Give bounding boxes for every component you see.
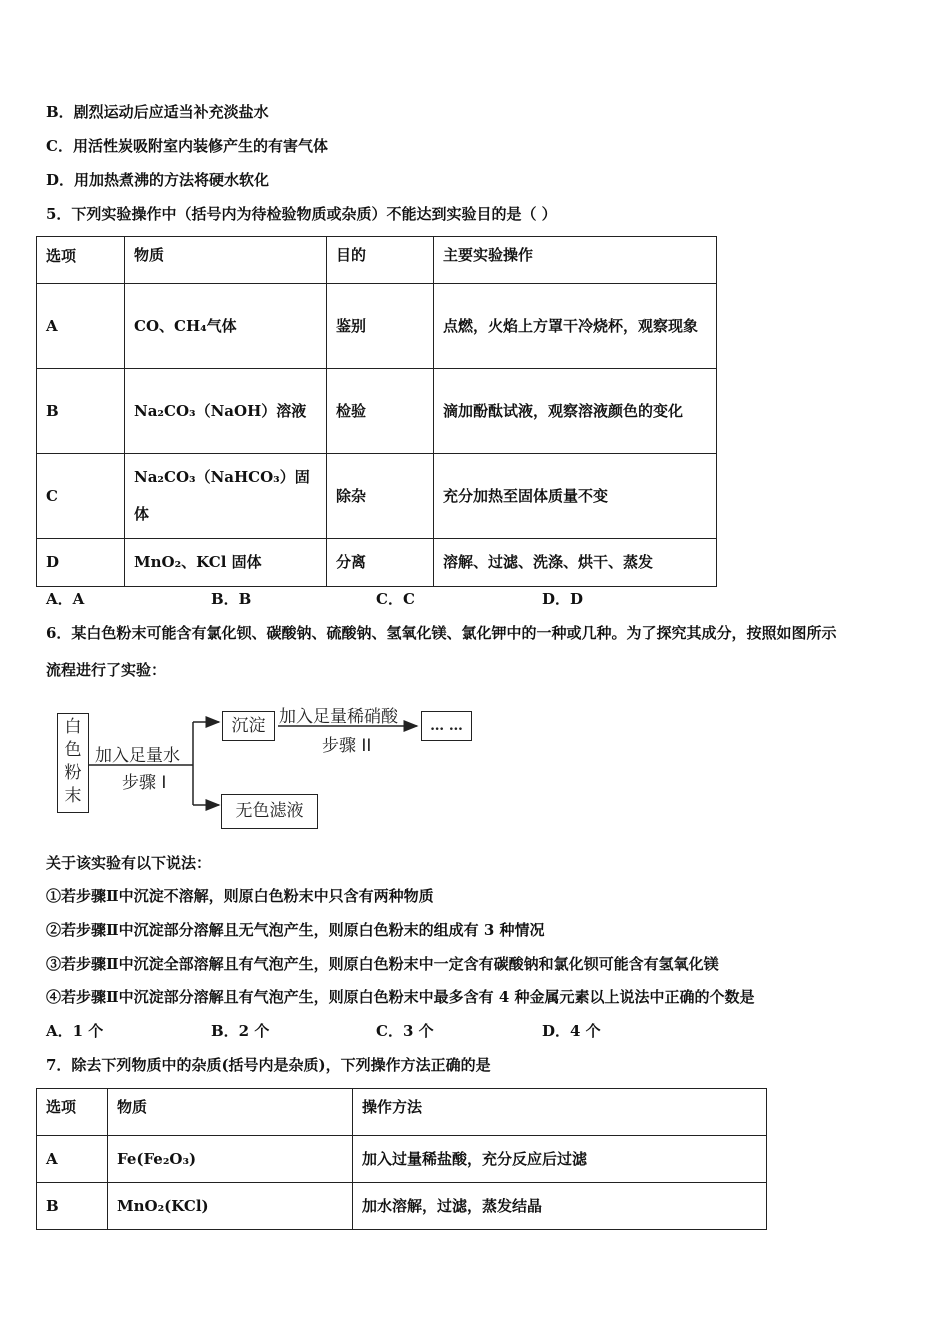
table-row xyxy=(37,284,717,369)
q7-header-row xyxy=(37,1089,767,1136)
flow-start-char: 色 xyxy=(64,740,82,760)
q5-row-a-operation: 点燃，火焰上方罩干冷烧杯，观察现象 xyxy=(434,284,717,369)
q6-stem-line2: 流程进行了实验： xyxy=(46,661,167,679)
q5-header-operation: 主要实验操作 xyxy=(434,237,717,284)
q5-row-a-purpose: 鉴别 xyxy=(327,284,434,369)
q7-header-option: 选项 xyxy=(37,1089,108,1136)
q4-option-b: B．剧烈运动后应适当补充淡盐水 xyxy=(46,103,269,121)
q4-option-d: D．用加热煮沸的方法将硬水软化 xyxy=(46,171,270,189)
q7-row-a-substance: Fe(Fe₂O₃) xyxy=(108,1136,353,1183)
q7-row-b-option: B xyxy=(37,1183,108,1230)
q7-row-a-operation: 加入过量稀盐酸，充分反应后过滤 xyxy=(353,1136,767,1183)
q5-row-d-operation: 溶解、过滤、洗涤、烘干、蒸发 xyxy=(434,539,717,587)
q5-table xyxy=(36,236,717,587)
q6-answer-d: D．4 个 xyxy=(542,1022,601,1040)
flow-step2-bottom: 步骤 II xyxy=(322,736,372,756)
q6-statement-3: ③若步骤Ⅱ中沉淀全部溶解且有气泡产生，则原白色粉末中一定含有碳酸钠和氯化钡可能含有氢氧化镁 xyxy=(46,955,719,973)
q5-row-c-substance: Na₂CO₃（NaHCO₃）固体 xyxy=(125,454,327,539)
q6-stem-line1: 6．某白色粉末可能含有氯化钡、碳酸钠、硫酸钠、氢氧化镁、氯化钾中的一种或几种。为了探究其成分，按照如图所示 xyxy=(46,624,837,642)
q5-header-substance: 物质 xyxy=(125,237,327,284)
q5-row-c-option: C xyxy=(37,454,125,539)
q6-statement-1: ①若步骤Ⅱ中沉淀不溶解，则原白色粉末中只含有两种物质 xyxy=(46,887,434,905)
flow-start-char: 末 xyxy=(64,786,82,806)
table-row xyxy=(37,1183,767,1230)
q6-statement-4: ④若步骤Ⅱ中沉淀部分溶解且有气泡产生，则原白色粉末中最多含有 4 种金属元素以上说法中正确的个数是 xyxy=(46,988,755,1006)
table-row xyxy=(37,369,717,454)
q5-row-b-operation: 滴加酚酞试液，观察溶液颜色的变化 xyxy=(434,369,717,454)
q5-answer-a: A．A xyxy=(46,590,85,608)
q5-header-row xyxy=(37,237,717,284)
q6-intro: 关于该实验有以下说法： xyxy=(46,854,212,872)
q5-row-a-option: A xyxy=(37,284,125,369)
q6-answer-b: B．2 个 xyxy=(211,1022,270,1040)
q5-answer-b: B．B xyxy=(211,590,252,608)
flow-start-char: 粉 xyxy=(64,763,82,783)
q5-header-option: 选项 xyxy=(37,237,125,284)
flow-ellipsis-box: … … xyxy=(421,711,472,741)
q6-answer-a: A．1 个 xyxy=(46,1022,104,1040)
q5-row-b-purpose: 检验 xyxy=(327,369,434,454)
q5-stem: 5．下列实验操作中（括号内为待检验物质或杂质）不能达到实验目的是（ ） xyxy=(46,205,557,223)
q7-header-operation: 操作方法 xyxy=(353,1089,767,1136)
q5-row-b-substance: Na₂CO₃（NaOH）溶液 xyxy=(125,369,327,454)
q5-row-d-option: D xyxy=(37,539,125,587)
q5-row-d-purpose: 分离 xyxy=(327,539,434,587)
flow-step1-top: 加入足量水 xyxy=(95,746,180,766)
q5-header-purpose: 目的 xyxy=(327,237,434,284)
q6-statement-2: ②若步骤Ⅱ中沉淀部分溶解且无气泡产生，则原白色粉末的组成有 3 种情况 xyxy=(46,921,545,939)
flow-precipitate-box: 沉淀 xyxy=(222,711,275,741)
q5-row-c-purpose: 除杂 xyxy=(327,454,434,539)
q5-row-a-substance: CO、CH₄气体 xyxy=(125,284,327,369)
q5-answer-d: D．D xyxy=(542,590,584,608)
q6-answer-c: C．3 个 xyxy=(376,1022,434,1040)
q7-row-b-substance: MnO₂(KCl) xyxy=(108,1183,353,1230)
q5-row-c-operation: 充分加热至固体质量不变 xyxy=(434,454,717,539)
flow-step1-bottom: 步骤 I xyxy=(122,773,167,793)
q5-row-d-substance: MnO₂、KCl 固体 xyxy=(125,539,327,587)
flow-start-char: 白 xyxy=(64,717,82,737)
flow-filtrate-box: 无色滤液 xyxy=(221,794,318,829)
q7-header-substance: 物质 xyxy=(108,1089,353,1136)
q7-stem: 7．除去下列物质中的杂质(括号内是杂质)，下列操作方法正确的是 xyxy=(46,1056,491,1074)
q4-option-c: C．用活性炭吸附室内装修产生的有害气体 xyxy=(46,137,328,155)
q5-answer-c: C．C xyxy=(376,590,415,608)
flow-start-box xyxy=(57,713,89,813)
table-row xyxy=(37,539,717,587)
table-row xyxy=(37,1136,767,1183)
q7-table xyxy=(36,1088,767,1230)
flow-step2-top: 加入足量稀硝酸 xyxy=(279,707,398,727)
q5-row-b-option: B xyxy=(37,369,125,454)
q7-row-a-option: A xyxy=(37,1136,108,1183)
table-row xyxy=(37,454,717,539)
q7-row-b-operation: 加水溶解，过滤，蒸发结晶 xyxy=(353,1183,767,1230)
